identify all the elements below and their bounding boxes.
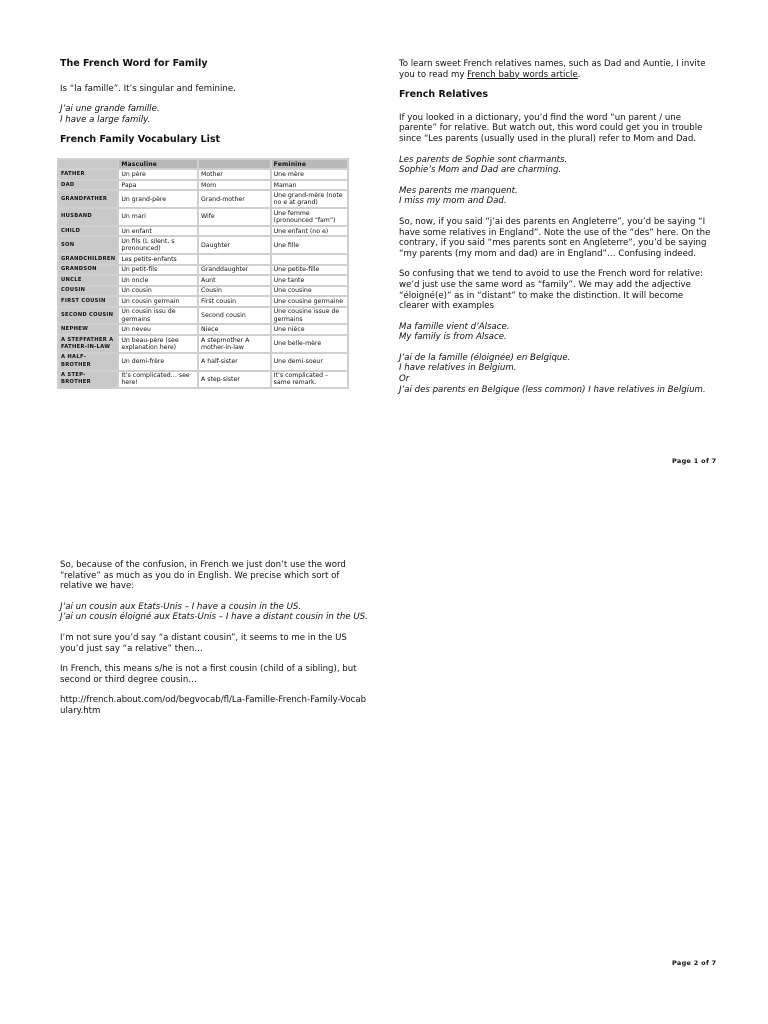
table-cell: Un cousin (119, 287, 197, 295)
example-french: J’ai de la famille (éloignée) en Belgique. (399, 352, 571, 363)
row-label: A STEP-BROTHER (59, 372, 117, 388)
source-url[interactable]: http://french.about.com/od/begvocab/fl/La-Famille-French-Family-Vocabulary.htm (60, 695, 367, 716)
table-cell: Une cousine germaine (272, 297, 347, 305)
row-label: GRANDCHILDREN (61, 255, 116, 262)
example-sentence (399, 155, 711, 176)
page-title: The French Word for Family (60, 58, 208, 69)
table-cell: Un cousin issu de germains (119, 308, 197, 324)
right-column (399, 59, 711, 405)
table-cell: Une cousine (272, 287, 347, 295)
table-cell: Un oncle (119, 276, 197, 284)
page-number: Page 1 of 7 (672, 457, 717, 465)
row-label: GRANDSON (59, 266, 117, 274)
example-or: Or (399, 374, 410, 385)
relatives-paragraph: If you looked in a dictionary, you’d find the word “un parent / une parente” for relative. But watch out, this word could get you in trouble since “Les parents (usually used in the plural) refer to Mom and Dad. (399, 112, 703, 144)
document-page-1 (0, 0, 768, 470)
table-cell: Second cousin (199, 308, 270, 324)
table-cell: Une tante (272, 276, 347, 284)
relatives-heading: French Relatives (399, 89, 488, 101)
table-cell (199, 227, 270, 235)
table-cell: Une belle-mère (272, 336, 347, 352)
left-column (60, 59, 360, 389)
row-label: CHILD (59, 227, 117, 235)
header-cell (59, 160, 117, 168)
table-cell: Un grand-père (119, 191, 197, 207)
table-row (59, 308, 347, 324)
table-row (59, 170, 347, 178)
paragraph: I’m not sure you’d say “a distant cousin”, it seems to me in the US you’d just say “a relative” then… (60, 632, 347, 654)
example-english: My family is from Alsace. (399, 332, 507, 343)
row-label: SECOND COUSIN (59, 308, 117, 324)
table-cell: Une nièce (272, 325, 347, 333)
table-row (59, 237, 347, 253)
example-french: Mes parents me manquent. (399, 185, 518, 196)
table-cell: Un mari (119, 209, 197, 225)
paragraph: So, because of the confusion, in French we just don’t use the word “relative” as much as you do in English. We precise which sort of relative we have: (60, 560, 346, 592)
example-line: J’ai un cousin éloigné aux Etats-Unis – I have a distant cousin in the US. (60, 612, 368, 623)
row-label: HUSBAND (59, 209, 117, 225)
table-cell: Une petite-fille (272, 266, 347, 274)
example-french: J’ai des parents en Belgique (less common) I have relatives in Belgium. (399, 384, 706, 395)
table-cell: Grand-mother (199, 191, 270, 207)
table-cell: Un neveu (119, 325, 197, 333)
example-sentence (399, 322, 711, 343)
table-cell: A half-sister (199, 354, 270, 370)
page-2-column (60, 560, 370, 727)
table-row (59, 325, 347, 333)
example-sentence (399, 186, 711, 207)
header-cell: Feminine (272, 160, 347, 168)
vocab-heading: French Family Vocabulary List (60, 134, 221, 146)
example-french: Les parents de Sophie sont charmants. (399, 154, 568, 165)
row-label: A STEPFATHER A FATHER-IN-LAW (59, 336, 117, 352)
table-cell: Papa (119, 181, 197, 189)
table-cell: Un père (119, 170, 197, 178)
vocab-table (57, 158, 349, 389)
table-row (59, 191, 347, 207)
table-cell: A step-sister (199, 372, 270, 388)
row-label: GRANDFATHER (59, 191, 117, 207)
right-intro-text: To learn sweet French relatives names, such as Dad and Auntie, I invite you to read my (399, 59, 706, 80)
table-cell: Une enfant (no e) (272, 227, 347, 235)
example-sentence (60, 602, 370, 623)
example-french: Ma famille vient d’Alsace. (399, 321, 510, 332)
table-row (59, 372, 347, 388)
table-cell (199, 255, 270, 263)
page-number: Page 2 of 7 (672, 959, 717, 967)
table-cell: Un petit-fils (119, 266, 197, 274)
row-label: UNCLE (59, 276, 117, 284)
table-cell: Granddaughter (199, 266, 270, 274)
row-label: NEPHEW (59, 325, 117, 333)
row-label: FIRST COUSIN (59, 297, 117, 305)
baby-words-link[interactable]: French baby words article (467, 69, 578, 80)
table-row (59, 209, 347, 225)
example-english: I have a large family. (60, 114, 151, 125)
table-cell: Un enfant (119, 227, 197, 235)
right-intro (399, 59, 711, 80)
table-cell: Les petits-enfants (119, 255, 197, 263)
table-row (59, 255, 347, 263)
relatives-paragraph: So confusing that we tend to avoid to use the French word for relative: we’d just use the same word as “family”. We may add the adjective “éloigné(e)” as in “distant” to make the distinction. It will become clearer with examples (399, 269, 704, 312)
table-cell: Une grand-mère (note no e at grand) (272, 191, 347, 207)
example-sentence (399, 353, 711, 395)
table-cell: Mother (199, 170, 270, 178)
table-row (59, 354, 347, 370)
paragraph: In French, this means s/he is not a first cousin (child of a sibling), but second or third degree cousin… (60, 664, 357, 685)
table-cell: First cousin (199, 297, 270, 305)
table-row (59, 181, 347, 189)
table-row (59, 266, 347, 274)
header-cell (199, 160, 270, 168)
table-cell: It’s complicated – same remark. (272, 372, 347, 388)
example-english: I miss my mom and Dad. (399, 196, 507, 207)
right-intro-end: . (577, 69, 581, 80)
table-cell: Une demi-soeur (272, 354, 347, 370)
example-french: J’ai une grande famille. (60, 104, 160, 115)
example-english: I have relatives in Belgium. (399, 363, 517, 374)
table-cell: Mom (199, 181, 270, 189)
table-cell: Une femme (pronounced “fam”) (272, 209, 347, 225)
table-row (59, 227, 347, 235)
table-row (59, 297, 347, 305)
table-cell: Niece (199, 325, 270, 333)
intro-paragraph: Is “la famille”. It’s singular and feminine. (60, 83, 236, 94)
row-label: COUSIN (59, 287, 117, 295)
row-label: DAD (59, 181, 117, 189)
row-label: SON (59, 237, 117, 253)
table-cell: A stepmother A mother-in-law (199, 336, 270, 352)
table-row (59, 287, 347, 295)
table-cell: Daughter (199, 237, 270, 253)
table-cell: It’s complicated… see here! (119, 372, 197, 388)
table-cell: Cousin (199, 287, 270, 295)
example-line: J’ai un cousin aux Etats-Unis – I have a cousin in the US. (60, 601, 302, 612)
row-label: A HALF-BROTHER (59, 354, 117, 370)
example-english: Sophie’s Mom and Dad are charming. (399, 165, 562, 176)
header-cell: Masculine (119, 160, 197, 168)
table-cell: Une fille (272, 237, 347, 253)
table-cell: Un fils (L silent, s pronounced) (119, 237, 197, 253)
row-label: FATHER (59, 170, 117, 178)
table-cell (272, 255, 347, 263)
table-row (59, 336, 347, 352)
table-cell: Un cousin germain (119, 297, 197, 305)
table-cell: Wife (199, 209, 270, 225)
table-cell: Aunt (199, 276, 270, 284)
vocab-table-header (59, 160, 347, 168)
relatives-paragraph: So, now, if you said “j’ai des parents en Angleterre”, you’d be saying “I have some relatives in England”. Note the use of the “des” here. On the contrary, if you said “mes parents sont en Angleterre”, you’d be saying “my parents (my mom and dad) are in England”… Confusing indeed. (399, 216, 711, 259)
table-cell: Maman (272, 181, 347, 189)
table-cell: Une mère (272, 170, 347, 178)
table-cell: Une cousine issue de germains (272, 308, 347, 324)
table-row (59, 276, 347, 284)
example-sentence (60, 104, 360, 125)
table-cell: Un beau-père (see explanation here) (119, 336, 197, 352)
table-cell: Un demi-frère (119, 354, 197, 370)
